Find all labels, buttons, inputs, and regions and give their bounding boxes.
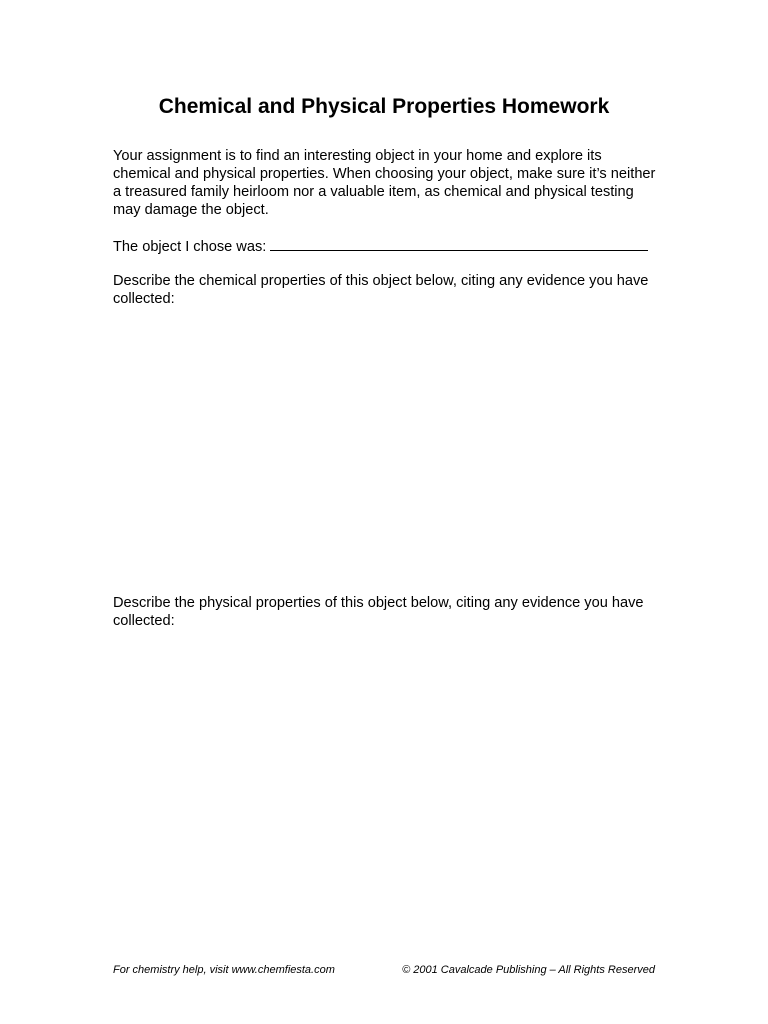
object-label: The object I chose was:	[113, 239, 271, 255]
chemical-properties-prompt: Describe the chemical properties of this object below, citing any evidence you have collected:	[113, 273, 649, 307]
assignment-intro: Your assignment is to find an interesting object in your home and explore its chemical and physical properties. When choosing your object, make sure it’s neither a treasured family heirloom nor a valuable item, as chemical and physical testing may damage the object.	[113, 148, 656, 218]
footer-help-link: For chemistry help, visit www.chemfiesta.com	[113, 964, 335, 976]
object-answer-line	[113, 236, 658, 256]
chemical-answer-space[interactable]	[113, 312, 658, 582]
footer-copyright: © 2001 Cavalcade Publishing – All Rights Reserved	[402, 964, 655, 976]
physical-properties-prompt: Describe the physical properties of this object below, citing any evidence you have collected:	[113, 595, 644, 629]
page-title: Chemical and Physical Properties Homework	[158, 95, 610, 118]
physical-answer-space[interactable]	[113, 634, 658, 944]
object-answer-blank[interactable]	[270, 236, 648, 251]
